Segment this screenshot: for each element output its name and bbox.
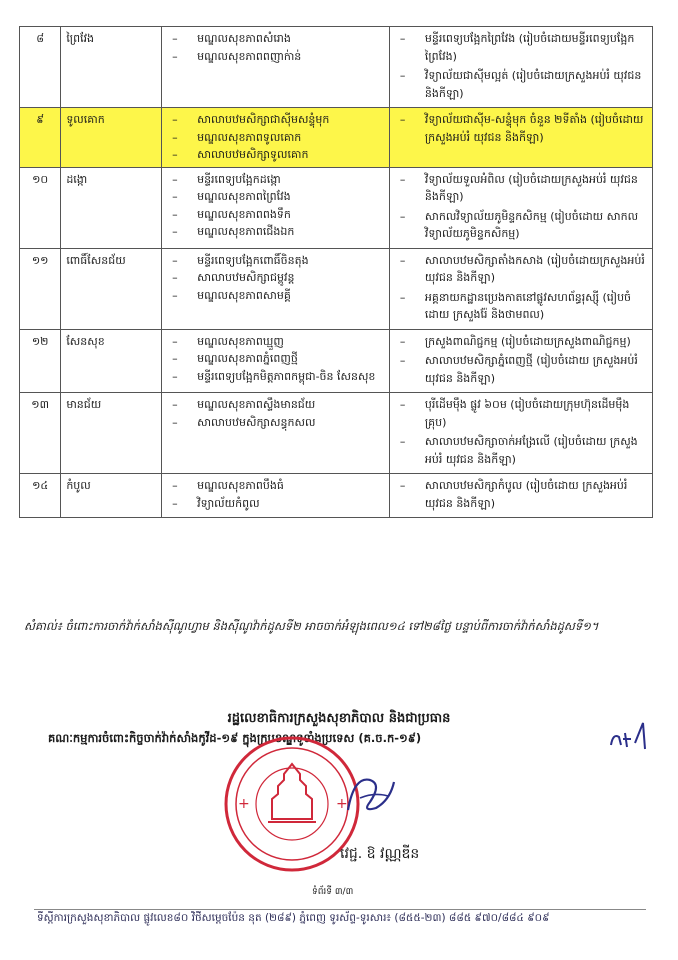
row-number: ៩	[20, 108, 61, 168]
organizer-item: – វិទ្យាល័យទួលអំពិល (រៀបចំដោយក្រសួងអប់រំ យុវជន និងកីឡា)	[395, 171, 647, 206]
site-item: – មណ្ឌលសុខភាពបឹងធំ	[167, 477, 384, 495]
signatory-name: វេជ្ជ. ឱ វណ្ណឌីន	[340, 846, 420, 862]
site-item: – មណ្ឌលសុខភាពព្រៃវែង	[167, 188, 384, 206]
organizer-item: – សាលាបឋមសិក្សាចាក់អង្រែលើ (រៀបចំដោយ ក្រសួងអប់រំ យុវជន និងកីឡា)	[395, 433, 647, 468]
handwritten-signature	[340, 770, 400, 820]
site-cell	[162, 393, 390, 474]
site-item: – មណ្ឌលសុខភាពសាមគ្គី	[167, 287, 384, 305]
committee-name: គណៈកម្មការចំពោះកិច្ចចាក់វ៉ាក់សាំងកូវីដ-១៩ ក្នុងក្របខណ្ឌទូទាំងប្រទេស (គ.ច.ក-១៩)	[48, 731, 422, 745]
district-name: សែនសុខ	[61, 329, 162, 393]
row-number: ៨	[20, 27, 61, 108]
organizer-item: – ក្រសួងពាណិជ្ជកម្ម (រៀបចំដោយក្រសួងពាណិជ្ជកម្ម)	[395, 333, 647, 351]
site-item: – មណ្ឌលសុខភាពជើងឯក	[167, 223, 384, 241]
row-number: ១០	[20, 167, 61, 248]
table-row	[20, 393, 653, 474]
organizer-item: – សាលាបឋមសិក្សាតាំងកសាង (រៀបចំដោយក្រសួងអប់រំ យុវជន និងកីឡា)	[395, 252, 647, 287]
organizer-cell	[389, 393, 652, 474]
footer-address: ទីស្តីការក្រសួងសុខាភិបាល ផ្លូវលេខ៨០ វិថីសម្ដេចប៉ែន នុត (២៨៩) ភ្នំពេញ ទូរស័ព្ទ-ទូរសារ៖ (៨៥៥-២៣) ៨៨៥ ៩៧០/៨៨៤ ៩០៩	[37, 912, 550, 924]
site-item: – វិទ្យាល័យកំពូល	[167, 495, 384, 513]
district-name: កំបូល	[61, 474, 162, 518]
table-row	[20, 329, 653, 393]
site-item: – មន្ទីរពេទ្យបង្អែកមិត្តភាពកម្ពុជា-ចិន សែនសុខ	[167, 368, 384, 386]
table-row	[20, 27, 653, 108]
organizer-item: – បុរីដើមម៉ឹង ផ្លូវ ៦០ម (រៀបចំដោយក្រុមហ៊ុនដើមម៉ឹងគ្រុប)	[395, 396, 647, 431]
page-number: ទំព័រទី ៣/៣	[312, 887, 354, 897]
site-item: – មណ្ឌលសុខភាពភ្នំពេញថ្មី	[167, 350, 384, 368]
site-item: – សាលាបឋមសិក្សាជម្ពូវន្ត	[167, 269, 384, 287]
organizer-item: – វិទ្យាល័យជាស៊ីមល្អត់ (រៀបចំដោយក្រសួងអប់រំ យុវជន និងកីឡា)	[395, 67, 647, 102]
organizer-cell	[389, 167, 652, 248]
site-item: – មណ្ឌលសុខភាពស្ទឹងមានជ័យ	[167, 396, 384, 414]
site-item: – សាលាបឋមសិក្សាសន្ធុកសល	[167, 414, 384, 432]
district-name: ពោធិ៍សែនជ័យ	[61, 248, 162, 329]
row-number: ១៣	[20, 393, 61, 474]
organizer-item: – សាលាបឋមសិក្សាកំបូល (រៀបចំដោយ ក្រសួងអប់រំ យុវជន និងកីឡា)	[395, 477, 647, 512]
site-item: – សាលាបឋមសិក្សាជាស៊ីមសន្ទុំមុក	[167, 111, 384, 129]
organizer-item: – វិទ្យាល័យជាស៊ីម-សន្ទុំមុក ចំនួន ២ទីតាំង (រៀបចំដោយ ក្រសួងអប់រំ យុវជន និងកីឡា)	[395, 111, 647, 146]
site-item: – មណ្ឌលសុខភាពសំរោង	[167, 30, 384, 48]
initial-mark	[607, 719, 651, 753]
district-name: មានជ័យ	[61, 393, 162, 474]
table-row	[20, 474, 653, 518]
site-item: – មន្ទីរពេទ្យបង្អែកពោធិ៍ចិនតុង	[167, 252, 384, 270]
organizer-item: – សាកលវិទ្យាល័យភូមិន្ទកសិកម្ម (រៀបចំដោយ សាកលវិទ្យាល័យភូមិន្ទកសិកម្ម)	[395, 208, 647, 243]
district-name: ព្រៃវែង	[61, 27, 162, 108]
district-name: ទូលគោក	[61, 108, 162, 168]
organizer-item: – សាលាបឋមសិក្សាភ្នំពេញថ្មី (រៀបចំដោយ ក្រសួងអប់រំ យុវជន និងកីឡា)	[395, 352, 647, 387]
svg-text:+: +	[336, 796, 348, 812]
site-item: – មណ្ឌលសុខភាពពញាក់ាន់	[167, 48, 384, 66]
signatory-title: រដ្ឋលេខាធិការក្រសួងសុខាភិបាល និងជាប្រធាន	[227, 711, 451, 726]
site-cell	[162, 474, 390, 518]
organizer-cell	[389, 248, 652, 329]
organizer-cell	[389, 108, 652, 168]
row-number: ១១	[20, 248, 61, 329]
site-cell	[162, 167, 390, 248]
organizer-cell	[389, 474, 652, 518]
table-row	[20, 248, 653, 329]
district-name: ដង្កោ	[61, 167, 162, 248]
note: សំគាល់៖ ចំពោះការចាក់វ៉ាក់សាំងស៊ីណូហ្វាម និងស៊ីណូវ៉ាក់ដូសទី២ អាចចាក់អំឡុងពេល១៤ ទៅ២៨ថ្ងៃ បន្ទាប់ពីការចាក់វ៉ាក់សាំងដូសទី១។	[24, 619, 599, 633]
organizer-item: – អគ្គនាយកដ្ឋានប្រេងកាតនៅផ្លូវសហព័ន្ធរុស្ស៊ី (រៀបចំដោយ ក្រសួងរ៉ែ និងថាមពល)	[395, 289, 647, 324]
site-cell	[162, 329, 390, 393]
site-item: – មណ្ឌលសុខភាពពងទឹក	[167, 206, 384, 224]
row-number: ១៤	[20, 474, 61, 518]
site-item: – មន្ទីរពេទ្យបង្អែកដង្កោ	[167, 171, 384, 189]
site-item: – សាលាបឋមសិក្សាទូលគោក	[167, 146, 384, 164]
table-row	[20, 167, 653, 248]
footer-divider	[34, 909, 646, 910]
vaccination-site-table	[19, 26, 653, 518]
site-item: – មណ្ឌលសុខភាពទូលគោក	[167, 129, 384, 147]
svg-text:+: +	[238, 796, 250, 812]
row-number: ១២	[20, 329, 61, 393]
site-cell	[162, 248, 390, 329]
organizer-item: – មន្ទីរពេទ្យបង្អែកព្រៃវែង (រៀបចំដោយមន្ទីរពេទ្យបង្អែកព្រៃវែង)	[395, 30, 647, 65]
site-item: – មណ្ឌលសុខភាពឃ្មួញ	[167, 333, 384, 351]
site-cell	[162, 108, 390, 168]
site-cell	[162, 27, 390, 108]
organizer-cell	[389, 329, 652, 393]
organizer-cell	[389, 27, 652, 108]
table-row	[20, 108, 653, 168]
